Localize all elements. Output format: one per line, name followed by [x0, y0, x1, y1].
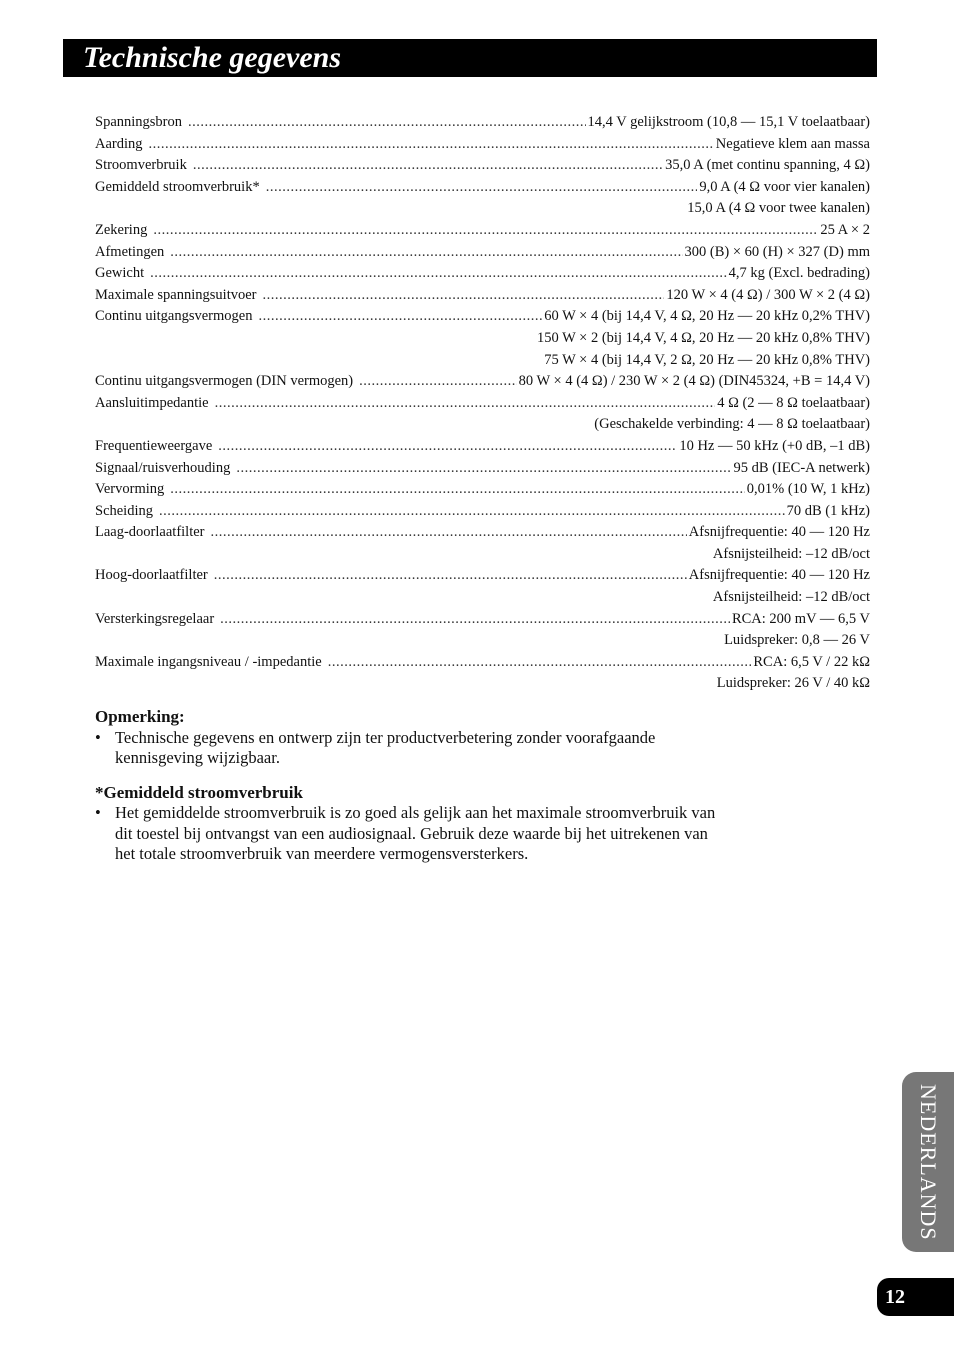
dot-leader	[211, 522, 687, 544]
spec-row	[95, 436, 870, 458]
spec-row	[95, 630, 870, 652]
dot-leader	[150, 263, 727, 285]
spec-row	[95, 673, 870, 695]
note-heading: Opmerking:	[95, 707, 185, 726]
dot-leader	[215, 393, 716, 415]
spec-label: Gewicht	[95, 265, 145, 282]
title-bar	[63, 39, 877, 77]
spec-value: Luidspreker: 26 V / 40 kΩ	[716, 675, 870, 692]
language-tab	[902, 1072, 954, 1252]
spec-label: Versterkingsregelaar	[95, 610, 215, 627]
dot-leader	[258, 306, 542, 328]
spec-value: Luidspreker: 0,8 — 26 V	[724, 632, 870, 649]
page-number: 12	[885, 1285, 905, 1308]
spec-label: Aansluitimpedantie	[95, 394, 209, 411]
spec-value: 4,7 kg (Excl. bedrading)	[728, 265, 870, 282]
spec-row	[95, 177, 870, 199]
dot-leader	[170, 479, 744, 501]
page-number-badge	[877, 1278, 954, 1316]
spec-value: Afsnijsteilheid: –12 dB/oct	[712, 589, 870, 606]
spec-row	[95, 306, 870, 328]
spec-label: Maximale ingangsniveau / -impedantie	[95, 653, 322, 670]
spec-label: Frequentieweergave	[95, 437, 213, 454]
spec-value: 0,01% (10 W, 1 kHz)	[746, 481, 870, 498]
spec-row	[95, 155, 870, 177]
spec-row	[95, 393, 870, 415]
spec-row	[95, 587, 870, 609]
spec-row	[95, 501, 870, 523]
spec-value: 80 W × 4 (4 Ω) / 230 W × 2 (4 Ω) (DIN45324, +B = 14,4 V)	[518, 373, 870, 390]
dot-leader	[328, 652, 752, 674]
dot-leader	[214, 565, 687, 587]
spec-label: Scheiding	[95, 502, 153, 519]
spec-label: Zekering	[95, 221, 148, 238]
spec-value: 120 W × 4 (4 Ω) / 300 W × 2 (4 Ω)	[666, 286, 870, 303]
spec-row	[95, 522, 870, 544]
dot-leader	[220, 609, 730, 631]
spec-row	[95, 544, 870, 566]
spec-label: Continu uitgangsvermogen	[95, 308, 253, 325]
spec-row	[95, 609, 870, 631]
dot-leader	[359, 371, 516, 393]
spec-value: 35,0 A (met continu spanning, 4 Ω)	[665, 157, 870, 174]
spec-label: Gemiddeld stroomverbruik*	[95, 178, 260, 195]
spec-value: Afsnijfrequentie: 40 — 120 Hz	[688, 524, 870, 541]
dot-leader	[218, 436, 677, 458]
spec-row	[95, 479, 870, 501]
language-tab-label: NEDERLANDS	[916, 1083, 941, 1241]
notes-section	[95, 707, 725, 879]
spec-row	[95, 220, 870, 242]
spec-value: RCA: 6,5 V / 22 kΩ	[753, 653, 870, 670]
spec-label: Spanningsbron	[95, 114, 182, 130]
spec-label: Afmetingen	[95, 243, 165, 260]
dot-leader	[188, 112, 586, 134]
spec-label: Signaal/ruisverhouding	[95, 459, 231, 476]
spec-value: 14,4 V gelijkstroom (10,8 — 15,1 V toelaatbaar)	[587, 114, 870, 130]
spec-row	[95, 371, 870, 393]
spec-value: 25 A × 2	[820, 221, 870, 238]
spec-label: Hoog-doorlaatfilter	[95, 567, 208, 584]
spec-value: 75 W × 4 (bij 14,4 V, 2 Ω, 20 Hz — 20 kHz 0,8% THV)	[544, 351, 870, 368]
dot-leader	[153, 220, 818, 242]
dot-leader	[193, 155, 663, 177]
spec-row	[95, 652, 870, 674]
spec-value: 15,0 A (4 Ω voor twee kanalen)	[687, 200, 870, 217]
spec-row	[95, 328, 870, 350]
spec-value: 60 W × 4 (bij 14,4 V, 4 Ω, 20 Hz — 20 kHz 0,2% THV)	[544, 308, 870, 325]
spec-label: Vervorming	[95, 481, 165, 498]
note-bullet: • Technische gegevens en ontwerp zijn ter productverbetering zonder voorafgaande kennisgeving wijzigbaar.	[95, 728, 725, 769]
page-title: Technische gegevens	[83, 41, 342, 74]
spec-value: (Geschakelde verbinding: 4 — 8 Ω toelaatbaar)	[594, 416, 870, 433]
spec-value: 300 (B) × 60 (H) × 327 (D) mm	[684, 243, 870, 260]
spec-list	[95, 112, 870, 695]
spec-value: Afsnijsteilheid: –12 dB/oct	[712, 545, 870, 562]
note-heading: *Gemiddeld stroomverbruik	[95, 782, 303, 802]
spec-row	[95, 350, 870, 372]
dot-leader	[159, 501, 785, 523]
dot-leader	[236, 458, 731, 480]
note-bullet: • Het gemiddelde stroomverbruik is zo goed als gelijk aan het maximale stroomverbruik van dit toestel bij ontvangst van een audiosignaal. Gebruik deze waarde bij het uitrekenen van het totale stroomverbruik van meerdere vermogensversterkers.	[95, 803, 725, 865]
spec-row	[95, 458, 870, 480]
spec-row	[95, 198, 870, 220]
note-list	[95, 803, 725, 865]
spec-value: Afsnijfrequentie: 40 — 120 Hz	[688, 567, 870, 584]
spec-row	[95, 565, 870, 587]
spec-value: 10 Hz — 50 kHz (+0 dB, –1 dB)	[679, 437, 870, 454]
dot-leader	[170, 242, 682, 264]
spec-row	[95, 112, 870, 134]
spec-row	[95, 414, 870, 436]
dot-leader	[266, 177, 698, 199]
note-list	[95, 728, 725, 769]
dot-leader	[149, 134, 714, 156]
spec-label: Stroomverbruik	[95, 157, 187, 174]
spec-row	[95, 263, 870, 285]
spec-row	[95, 134, 870, 156]
spec-value: Negatieve klem aan massa	[715, 135, 870, 152]
spec-value: 150 W × 2 (bij 14,4 V, 4 Ω, 20 Hz — 20 kHz 0,8% THV)	[537, 329, 870, 346]
spec-value: 4 Ω (2 — 8 Ω toelaatbaar)	[717, 394, 870, 411]
spec-label: Continu uitgangsvermogen (DIN vermogen)	[95, 373, 354, 390]
spec-value: 9,0 A (4 Ω voor vier kanalen)	[699, 178, 870, 195]
spec-value: 70 dB (1 kHz)	[786, 502, 870, 519]
spec-value: RCA: 200 mV — 6,5 V	[731, 610, 870, 627]
spec-label: Aarding	[95, 135, 143, 152]
spec-label: Laag-doorlaatfilter	[95, 524, 205, 541]
spec-label: Maximale spanningsuitvoer	[95, 286, 257, 303]
spec-row	[95, 242, 870, 264]
spec-row	[95, 285, 870, 307]
spec-value: 95 dB (IEC-A netwerk)	[733, 459, 870, 476]
dot-leader	[262, 285, 664, 307]
